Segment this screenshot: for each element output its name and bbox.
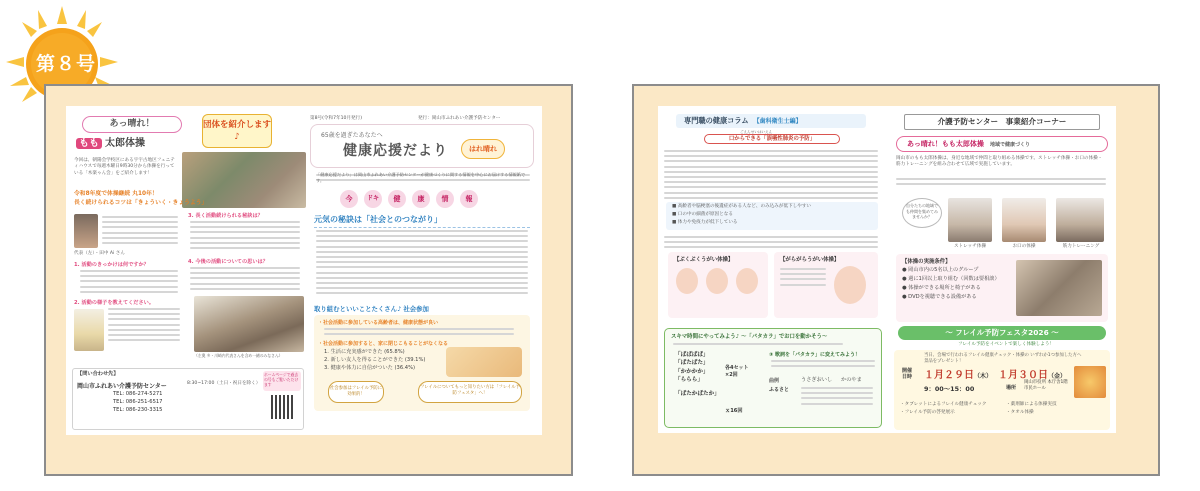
column-header-title: 専門職の健康コラム [684, 116, 749, 125]
pataka-word-1: 「ぱぱぱぱ」 [675, 352, 709, 358]
risk-factor-2: ■ 口の中の細菌が原因となる [672, 212, 733, 217]
center-header: 介護予防センター 事業紹介コーナー [904, 114, 1100, 130]
pataka-exercise-box [664, 328, 882, 428]
invite-bubble: 自分たちの地域でも仲間を集めてみませんか？ [902, 198, 942, 228]
newsletter-cover-page [310, 106, 542, 435]
info-char-6: 報 [460, 190, 478, 208]
info-char-2: ドキ [364, 190, 382, 208]
answer-2-text [108, 308, 180, 344]
info-char-5: 情 [436, 190, 454, 208]
representative-text [102, 216, 178, 247]
strength-training-photo [1056, 198, 1104, 242]
publisher-info: 発行：岡山市ふれあい介護予防センター [418, 116, 501, 121]
song-example-label: 曲例 [769, 378, 780, 384]
momo-intro: 今回は、朝陽会学校区にある宇宇古地区フュニティハウスで毎週木曜日9時30分から体操を行っている「木楽ゃん会」をご紹介します！ [74, 158, 175, 176]
festa-date-1 [924, 366, 992, 381]
momo-title-rest: 太郎体操 [105, 138, 145, 149]
momo-taro-page [66, 106, 310, 435]
group-callout: 団体を紹介します♪ [202, 114, 272, 148]
benefit-2: ・社会活動に参加すると、家に閉じこもることがなくなる [318, 341, 449, 347]
column-body-text [664, 236, 878, 252]
column-header-tag: 【歯科衛生士編】 [753, 118, 802, 125]
info-char-1: 今 [340, 190, 358, 208]
face-illustration [736, 268, 758, 294]
column-ruby: ごえんせいはいえん [740, 130, 773, 134]
homepage-note: ホームページで過去の号もご覧いただけます [263, 371, 301, 391]
question-1: 1. 活動のきっかけは何ですか？ [74, 262, 149, 268]
festa-event-4: ・タオル体操 [1006, 410, 1034, 415]
contact-tel-1[interactable]: TEL: 086-274-5271 [113, 391, 163, 397]
section2-heading: 取り組むといいことたくさん♪ 社会参加 [314, 305, 429, 313]
anniversary-line1: 令和8年度で体操継続 丸10年！ [74, 191, 158, 197]
photo-label-stretch: ストレッチ体操 [953, 244, 987, 249]
festa-gift: 当日、会場で行われるフレイル健康チェック・体操の いずれか1つ参加した方へ景品をプレゼント！ [924, 353, 1082, 365]
condition-1: ● 岡山市内の5名以上のグループ [902, 267, 979, 273]
pataka-step-3: ③ 歌詞を「パタカラ」に変えてみよう！ [769, 352, 860, 358]
song-lyrics-2: かのやま [841, 377, 862, 383]
representative-caption: 代表（左）・田中 Ai さん [74, 251, 125, 256]
contact-tel-2[interactable]: TEL: 086-251-6517 [113, 399, 163, 405]
members-photo [194, 296, 304, 352]
contact-heading: 【問い合わせ先】 [77, 371, 119, 377]
title-block [310, 124, 534, 168]
song-lyrics-body [801, 387, 873, 408]
contact-hours: 8:30~17:00（土日・祝日を除く） [187, 381, 261, 386]
lead: 「健康応援だより」は岡山市ふれあい介護予防センターが健康づくりに関する情報を中心にお届けする情報紙です。 [316, 172, 526, 183]
festa-time: 9：00〜15：00 [924, 385, 975, 393]
issue-number: 第８号 [35, 53, 96, 75]
benefit-list-1: 1. 生活に充実感ができた (65.8%) [324, 349, 405, 355]
members-caption: （左奥 多・川崎内代表さんを含め一緒のみなさん） [194, 353, 283, 358]
song-example-title: ふるさと [769, 387, 790, 393]
center-body: 岡山市のもも太郎体操は、身近な地域で仲間と取り組める体操です。ストレッチ体操・お口の体操・筋力トレーニングを組み合わせて広域で実施しています。 [896, 156, 1103, 168]
festa-date-2 [998, 366, 1066, 381]
info-char-3: 健 [388, 190, 406, 208]
condition-2: ● 週に1回以上取り組む（回数は要相談） [902, 276, 1000, 282]
festa-place: 岡山市役所 本庁舎1階 市民ホール [1024, 380, 1068, 391]
benefit-list-2: 2. 新しい友人を得ることができた (39.1%) [324, 357, 426, 363]
risk-factor-1: ■ 高齢者や脳梗塞の後遺症がある人など、のみ込みが低下しやすい [672, 204, 812, 209]
column-header [676, 114, 866, 128]
photo-label-mouth: お口の体操 [1012, 244, 1036, 249]
festa-date-1-day: １月２９日 [924, 370, 974, 381]
flower-photo [74, 309, 104, 351]
info-char-4: 康 [412, 190, 430, 208]
gargle-exercise-2 [774, 252, 878, 318]
section-heading: 元気の秘訣は「社会とのつながり」 [314, 214, 530, 228]
center-intro-page [886, 106, 1116, 433]
date-label: 開催日時 [902, 368, 913, 380]
pataka-reps-2: ｘ16回 [725, 408, 743, 414]
pataka-word-5: 「ぱたかぱたか」 [675, 390, 720, 397]
condition-3: ● 体操ができる場所と椅子がある [902, 285, 981, 291]
gargle-exercise-1 [668, 252, 768, 318]
festa-date-1-dow: （木） [974, 373, 993, 380]
festa-subtitle: フレイル予防をイベントで楽しく体験しよう！ [957, 342, 1055, 347]
question-4: 4. 今後の活動についての思いは？ [188, 259, 268, 265]
pataka-reps-1: 各4セット ×2回 [725, 365, 749, 378]
seniors-illustration [446, 347, 522, 377]
issue-info: 第8号(令和7年10月発行) [310, 116, 363, 121]
benefit-1-body [324, 328, 514, 338]
gargle-exercise-1-title: 【ぶくぶくうがい体操】 [674, 257, 734, 263]
conditions-box [896, 254, 1108, 322]
pataka-heading: スキマ時間にやってみよう♪ 〜「パタカラ」でお口を動かそう〜 [671, 334, 828, 340]
festa-event-1: ・タブレットによるフレイル健康チェック [900, 402, 987, 407]
pataka-intro [673, 343, 843, 348]
pataka-word-3: 「かかかか」 [675, 368, 709, 375]
condition-4: ● DVDを視聴できる設備がある [902, 294, 977, 300]
festa-mascot [1074, 366, 1106, 398]
info-banner [340, 190, 500, 208]
momo-banner-tag: 地域で健康づくり [989, 142, 1030, 148]
momo-title-line2 [76, 136, 196, 152]
newsletter-title: 健康応援だより [343, 143, 448, 159]
festa-date-2-dow: （金） [1048, 373, 1067, 380]
contact-center-name: 岡山市ふれあい介護予防センター [77, 383, 167, 390]
health-column-page [658, 106, 886, 433]
mouth-exercise-photo [1002, 198, 1046, 242]
answer-1-text [80, 270, 178, 296]
right-spread-frame [632, 84, 1160, 476]
song-lyrics-1: うさぎおいし [801, 377, 833, 383]
pataka-step-3-text [771, 360, 875, 370]
group-class-photo [1016, 260, 1102, 316]
center-body-more [896, 178, 1106, 188]
festa-event-3: ・薬剤師による体操実技 [1006, 402, 1057, 407]
anniversary-line2: 長く続けられるコツは「きょういく・きょうよう」 [74, 200, 208, 206]
risk-factor-box [666, 202, 878, 230]
festa-event-2: ・フレイル予防の啓発展示 [900, 410, 955, 415]
subtitle: 65歳を過ぎたあなたへ [321, 132, 383, 139]
stretch-photo [948, 198, 992, 242]
contact-box [72, 368, 304, 430]
section-body [316, 230, 528, 297]
gargle-exercise-2-text [780, 268, 826, 289]
bubble-frailty-prevention: 社会参加はフレイル予防に効果的！ [328, 381, 384, 403]
risk-factor-3: ■ 体力や免疫力が低下している [672, 220, 738, 225]
answer-3-text [190, 221, 300, 252]
representative-photo [74, 214, 98, 248]
benefit-1: ・社会活動に参加している高齢者は、健康状態が良い [318, 320, 439, 326]
qr-code[interactable] [271, 395, 295, 419]
momo-title-line1: あっ晴れ！ [82, 116, 182, 133]
pataka-word-list [675, 351, 720, 398]
gargling-person-illustration [834, 266, 866, 304]
conditions-heading: 【体操の実施条件】 [902, 259, 951, 265]
title-badge: はれ晴れ [461, 139, 505, 159]
festa-title: 〜 フレイル予防フェスタ2026 〜 [898, 326, 1106, 340]
festa-details [894, 350, 1110, 430]
momo-banner [896, 136, 1108, 152]
pataka-word-4: 「ららら」 [675, 377, 703, 384]
column-subtitle: 口からできる「誤嚥性肺炎の予防」 [704, 134, 840, 144]
contact-tel-3[interactable]: TEL: 086-230-3315 [113, 407, 163, 413]
photo-label-strength: 筋力トレーニング [1062, 244, 1100, 249]
face-illustration [706, 268, 728, 294]
answer-4-text [190, 267, 300, 293]
benefit-list-3: 3. 健康や体力に自信がついた (36.4%) [324, 365, 416, 371]
question-2: 2. 活動の様子を教えてください。 [74, 300, 155, 306]
left-spread-frame [44, 84, 573, 476]
bubble-festa: フレイルについてもっと知りたい方は「フレイル予防フェスタ」へ！ [418, 381, 522, 403]
momo-title-highlight: もも [76, 138, 102, 149]
face-illustration [676, 268, 698, 294]
benefits-box [314, 315, 530, 411]
place-label: 場所 [1006, 385, 1017, 391]
momo-banner-title: あっ晴れ！もも太郎体操 [907, 140, 984, 148]
festa-date-2-day: １月３０日 [998, 370, 1048, 381]
column-intro-text [664, 150, 878, 202]
gargle-exercise-2-title: 【がらがらうがい体操】 [780, 257, 840, 263]
question-3: 3. 長く活動続けられる秘訣は？ [188, 213, 263, 219]
pataka-word-2: 「ぱたぱた」 [675, 360, 709, 367]
